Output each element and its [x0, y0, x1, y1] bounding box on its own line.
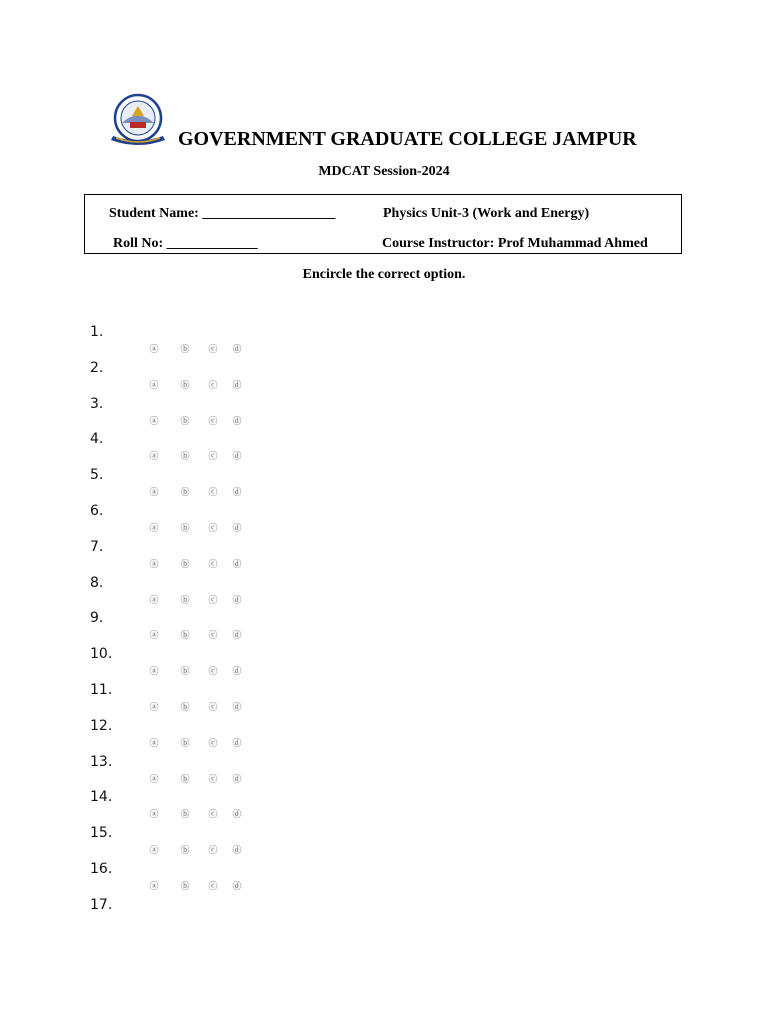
- option-bubble-d[interactable]: ⓓ: [232, 380, 242, 391]
- option-bubble-a[interactable]: ⓐ: [149, 774, 159, 785]
- question-number: 3.: [90, 395, 104, 412]
- student-info-box: [84, 194, 682, 254]
- option-bubble-b[interactable]: ⓑ: [180, 380, 190, 391]
- option-bubble-c[interactable]: ⓒ: [208, 380, 218, 391]
- option-bubble-d[interactable]: ⓓ: [232, 810, 242, 821]
- question-number: 13.: [90, 753, 113, 770]
- option-bubble-d[interactable]: ⓓ: [232, 488, 242, 499]
- question-number: 16.: [90, 861, 113, 877]
- option-bubble-b[interactable]: ⓑ: [180, 846, 190, 857]
- question-number: 14.: [90, 789, 113, 806]
- option-bubble-a[interactable]: ⓐ: [149, 738, 159, 749]
- question-number: 10.: [90, 646, 113, 663]
- option-bubble-d[interactable]: ⓓ: [232, 524, 242, 534]
- instruction-text: Encircle the correct option.: [302, 267, 466, 282]
- instructor-label: Course Instructor: Prof Muhammad Ahmed: [382, 236, 648, 251]
- option-bubble-b[interactable]: ⓑ: [180, 738, 190, 749]
- option-bubble-b[interactable]: ⓑ: [180, 774, 190, 785]
- option-bubble-c[interactable]: ⓒ: [208, 559, 218, 570]
- option-bubble-d[interactable]: ⓓ: [232, 452, 242, 463]
- option-bubble-d[interactable]: ⓓ: [232, 595, 242, 606]
- option-bubble-d[interactable]: ⓓ: [232, 559, 242, 570]
- roll-no-field: Roll No: _____________: [113, 236, 258, 251]
- question-number: 6.: [90, 503, 104, 519]
- option-bubble-d[interactable]: ⓓ: [232, 667, 242, 678]
- option-bubble-b[interactable]: ⓑ: [180, 559, 190, 570]
- option-bubble-a[interactable]: ⓐ: [149, 452, 159, 463]
- option-bubble-d[interactable]: ⓓ: [232, 345, 242, 355]
- option-bubble-a[interactable]: ⓐ: [149, 345, 159, 355]
- option-bubble-b[interactable]: ⓑ: [180, 882, 190, 892]
- question-number: 2.: [90, 359, 104, 376]
- question-number: 9.: [90, 610, 104, 627]
- option-bubble-b[interactable]: ⓑ: [180, 345, 190, 355]
- option-bubble-c[interactable]: ⓒ: [208, 738, 218, 749]
- option-bubble-c[interactable]: ⓒ: [208, 524, 218, 534]
- option-bubble-b[interactable]: ⓑ: [180, 595, 190, 606]
- option-bubble-c[interactable]: ⓒ: [208, 416, 218, 427]
- option-bubble-a[interactable]: ⓐ: [149, 631, 159, 642]
- option-bubble-c[interactable]: ⓒ: [208, 846, 218, 857]
- option-bubble-a[interactable]: ⓐ: [149, 380, 159, 391]
- option-bubble-c[interactable]: ⓒ: [208, 703, 218, 713]
- option-bubble-c[interactable]: ⓒ: [208, 810, 218, 821]
- option-bubble-d[interactable]: ⓓ: [232, 846, 242, 857]
- question-number: 5.: [90, 467, 104, 484]
- option-bubble-b[interactable]: ⓑ: [180, 416, 190, 427]
- question-number: 12.: [90, 717, 113, 734]
- option-bubble-d[interactable]: ⓓ: [232, 882, 242, 892]
- option-bubble-b[interactable]: ⓑ: [180, 631, 190, 642]
- option-bubble-b[interactable]: ⓑ: [180, 703, 190, 713]
- option-bubble-a[interactable]: ⓐ: [149, 810, 159, 821]
- question-number: 8.: [90, 574, 104, 591]
- option-bubble-d[interactable]: ⓓ: [232, 416, 242, 427]
- option-bubble-c[interactable]: ⓒ: [208, 631, 218, 642]
- option-bubble-b[interactable]: ⓑ: [180, 488, 190, 499]
- option-bubble-d[interactable]: ⓓ: [232, 774, 242, 785]
- option-bubble-d[interactable]: ⓓ: [232, 738, 242, 749]
- option-bubble-a[interactable]: ⓐ: [149, 559, 159, 570]
- option-bubble-b[interactable]: ⓑ: [180, 524, 190, 534]
- college-title: GOVERNMENT GRADUATE COLLEGE JAMPUR: [178, 128, 637, 150]
- question-number: 15.: [90, 825, 113, 842]
- option-bubble-a[interactable]: ⓐ: [149, 488, 159, 499]
- option-bubble-d[interactable]: ⓓ: [232, 631, 242, 642]
- option-bubble-c[interactable]: ⓒ: [208, 488, 218, 499]
- student-name-field: Student Name: ___________________: [109, 206, 336, 221]
- option-bubble-c[interactable]: ⓒ: [208, 882, 218, 892]
- option-bubble-b[interactable]: ⓑ: [180, 452, 190, 463]
- option-bubble-a[interactable]: ⓐ: [149, 416, 159, 427]
- question-number: 4.: [90, 431, 104, 448]
- subject-label: Physics Unit-3 (Work and Energy): [383, 206, 590, 221]
- option-bubble-d[interactable]: ⓓ: [232, 703, 242, 713]
- question-number: 11.: [90, 682, 113, 698]
- question-number: 7.: [90, 538, 104, 555]
- option-bubble-a[interactable]: ⓐ: [149, 524, 159, 534]
- option-bubble-b[interactable]: ⓑ: [180, 810, 190, 821]
- option-bubble-a[interactable]: ⓐ: [149, 703, 159, 713]
- option-bubble-b[interactable]: ⓑ: [180, 667, 190, 678]
- college-crest-logo: [108, 92, 168, 152]
- option-bubble-c[interactable]: ⓒ: [208, 452, 218, 463]
- option-bubble-a[interactable]: ⓐ: [149, 595, 159, 606]
- question-number: 17.: [90, 896, 113, 913]
- option-bubble-a[interactable]: ⓐ: [149, 667, 159, 678]
- session-label: MDCAT Session-2024: [318, 164, 450, 179]
- option-bubble-c[interactable]: ⓒ: [208, 774, 218, 785]
- option-bubble-a[interactable]: ⓐ: [149, 882, 159, 892]
- option-bubble-c[interactable]: ⓒ: [208, 595, 218, 606]
- option-bubble-c[interactable]: ⓒ: [208, 667, 218, 678]
- question-number: 1.: [90, 324, 104, 340]
- option-bubble-a[interactable]: ⓐ: [149, 846, 159, 857]
- option-bubble-c[interactable]: ⓒ: [208, 345, 218, 355]
